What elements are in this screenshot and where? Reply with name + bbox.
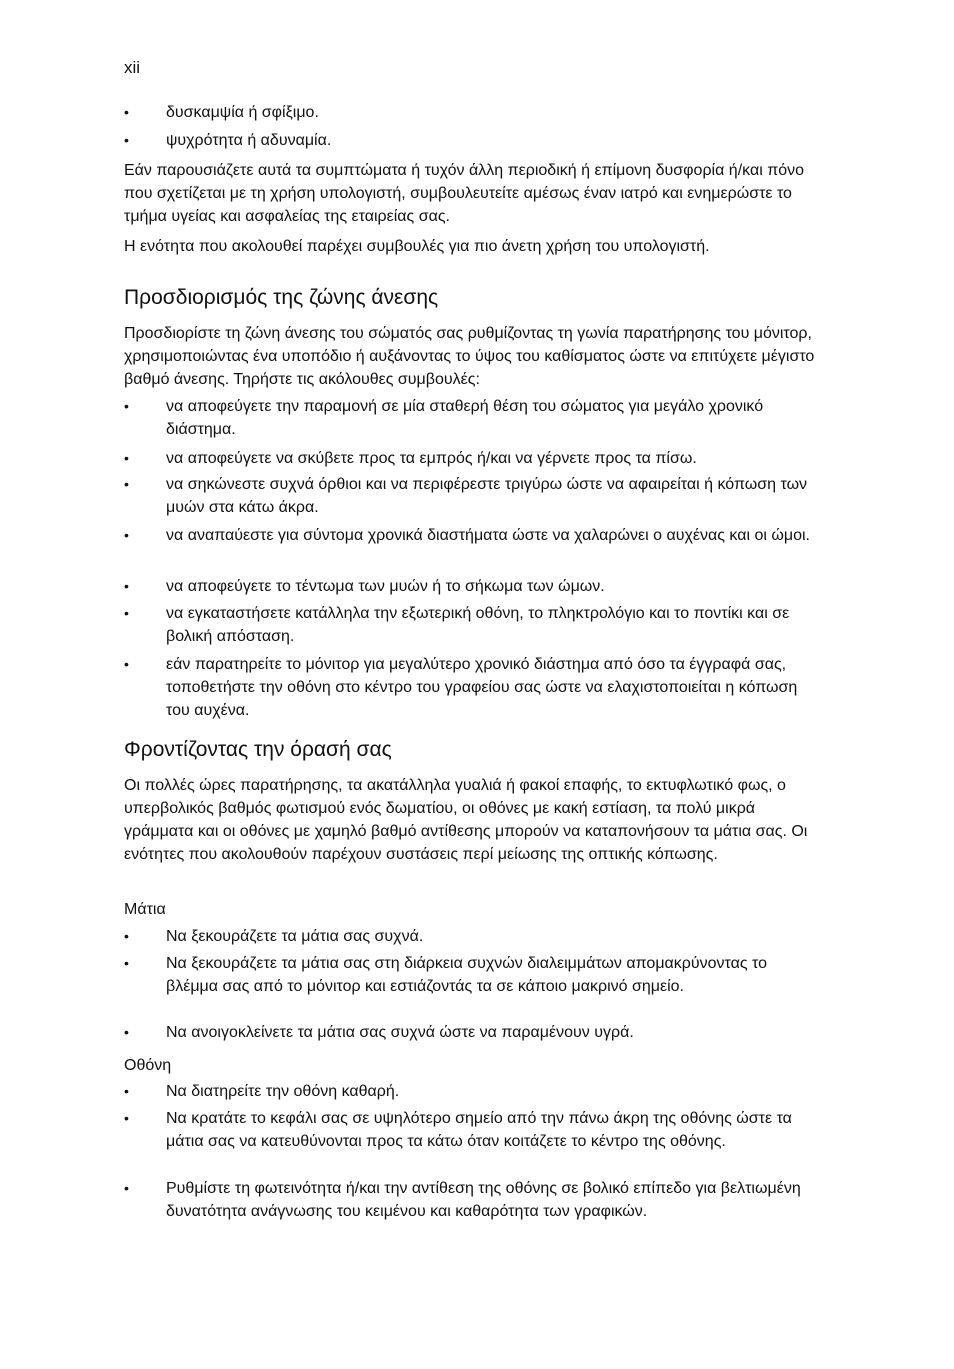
list-item-text: Ρυθμίστε τη φωτεινότητα ή/και την αντίθεση της οθόνης σε βολικό επίπεδο για βελτιωμένη δυνατότητα ανάγνωσης του κειμένου και καθαρότητα των γραφικών. — [166, 1180, 801, 1220]
bullet: • — [124, 656, 129, 672]
paragraph: Η ενότητα που ακολουθεί παρέχει συμβουλές για πιο άνετη χρήση του υπολογιστή. — [124, 238, 710, 255]
list-item-text: να αποφεύγετε την παραμονή σε μία σταθερή θέση του σώματος για μεγάλο χρονικό διάστημα. — [166, 398, 764, 438]
bullet: • — [124, 928, 129, 944]
list-item-text: να εγκαταστήσετε κατάλληλα την εξωτερική οθόνη, το πληκτρολόγιο και το ποντίκι και σε βολική απόσταση. — [166, 605, 790, 645]
list-item — [124, 653, 824, 722]
list-item-text: δυσκαμψία ή σφίξιμο. — [166, 104, 319, 121]
bullet: • — [124, 1024, 129, 1040]
bullet: • — [124, 955, 129, 971]
bullet: • — [124, 1083, 129, 1099]
list-item-text: Να ξεκουράζετε τα μάτια σας συχνά. — [166, 928, 424, 945]
list-item-text: να αποφεύγετε να σκύβετε προς τα εμπρός ή/και να γέρνετε προς τα πίσω. — [166, 450, 697, 467]
bullet: • — [124, 578, 129, 594]
paragraph: Οι πολλές ώρες παρατήρησης, τα ακατάλληλα γυαλιά ή φακοί επαφής, το εκτυφλωτικό φως, ο υπερβολικός βαθμός φωτισμού ενός δωματίου, οι οθόνες με κακή εστίαση, τα πολύ μικρά γράμματα και οι οθόνες με χαμηλό βαθμό αντίθεσης μπορούν να καταπονήσουν τα μάτια σας. Οι ενότητες που ακολουθούν παρέχουν συστάσεις περί μείωσης της οπτικής κόπωσης. — [124, 777, 808, 863]
bullet: • — [124, 1180, 129, 1196]
list-item — [124, 952, 824, 998]
list-item — [124, 925, 824, 948]
list-item-text: Να ανοιγοκλείνετε τα μάτια σας συχνά ώστε να παραμένουν υγρά. — [166, 1024, 634, 1041]
list-item — [124, 473, 824, 519]
list-item — [124, 1021, 824, 1044]
list-item-text: εάν παρατηρείτε το μόνιτορ για μεγαλύτερο χρονικό διάστημα από όσο τα έγγραφά σας, τοποθετήστε την οθόνη στο κέντρο του γραφείου σας ώστε να ελαχιστοποιείται η κόπωση του αυχένα. — [166, 656, 798, 719]
bullet: • — [124, 132, 129, 148]
list-item — [124, 395, 824, 441]
list-item-text: Να διατηρείτε την οθόνη καθαρή. — [166, 1083, 400, 1100]
bullet: • — [124, 476, 129, 492]
list-item — [124, 602, 824, 648]
bullet: • — [124, 1110, 129, 1126]
page-number: xii — [124, 58, 141, 77]
list-item — [124, 1080, 824, 1103]
paragraph: Εάν παρουσιάζετε αυτά τα συμπτώματα ή τυχόν άλλη περιοδική ή επίμονη δυσφορία ή/και πόνο που σχετίζεται με τη χρήση υπολογιστή, συμβουλευτείτε αμέσως έναν ιατρό και ενημερώστε το τμήμα υγείας και ασφαλείας της εταιρείας σας. — [124, 162, 805, 225]
bullet: • — [124, 450, 129, 466]
list-item — [124, 447, 824, 470]
list-item-text: να σηκώνεστε συχνά όρθιοι και να περιφέρεστε τριγύρω ώστε να αφαιρείται ή κόπωση των μυών στα κάτω άκρα. — [166, 476, 808, 516]
list-item — [124, 1177, 824, 1223]
bullet: • — [124, 527, 129, 543]
list-item-text: να αναπαύεστε για σύντομα χρονικά διαστήματα ώστε να χαλαρώνει ο αυχένας και οι ώμοι. — [166, 527, 810, 544]
list-item — [124, 575, 824, 598]
subheading-screen: Οθόνη — [124, 1057, 172, 1074]
list-item — [124, 1107, 824, 1153]
section-heading: Προσδιορισμός της ζώνης άνεσης — [124, 286, 439, 309]
list-item — [124, 129, 824, 152]
bullet: • — [124, 398, 129, 414]
list-item-text: ψυχρότητα ή αδυναμία. — [166, 132, 332, 149]
list-item-text: να αποφεύγετε το τέντωμα των μυών ή το σήκωμα των ώμων. — [166, 578, 605, 595]
list-item-text: Να κρατάτε το κεφάλι σας σε υψηλότερο σημείο από την πάνω άκρη της οθόνης ώστε τα μάτια σας να κατευθύνονται προς τα κάτω όταν κοιτάζετε το κέντρο της οθόνης. — [166, 1110, 792, 1150]
subheading-eyes: Μάτια — [124, 901, 166, 918]
section-heading: Φροντίζοντας την όρασή σας — [124, 738, 392, 761]
list-item — [124, 101, 824, 124]
bullet: • — [124, 605, 129, 621]
list-item-text: Να ξεκουράζετε τα μάτια σας στη διάρκεια συχνών διαλειμμάτων απομακρύνοντας το βλέμμα σας από το μόνιτορ και εστιάζοντάς τα σε κάποιο μακρινό σημείο. — [166, 955, 768, 995]
paragraph: Προσδιορίστε τη ζώνη άνεσης του σώματός σας ρυθμίζοντας τη γωνία παρατήρησης του μόνιτορ, χρησιμοποιώντας ένα υποπόδιο ή αυξάνοντας το ύψος του καθίσματος ώστε να επιτύχετε μέγιστο βαθμό άνεσης. Τηρήστε τις ακόλουθες συμβουλές: — [124, 325, 815, 388]
bullet: • — [124, 104, 129, 120]
list-item — [124, 524, 824, 547]
